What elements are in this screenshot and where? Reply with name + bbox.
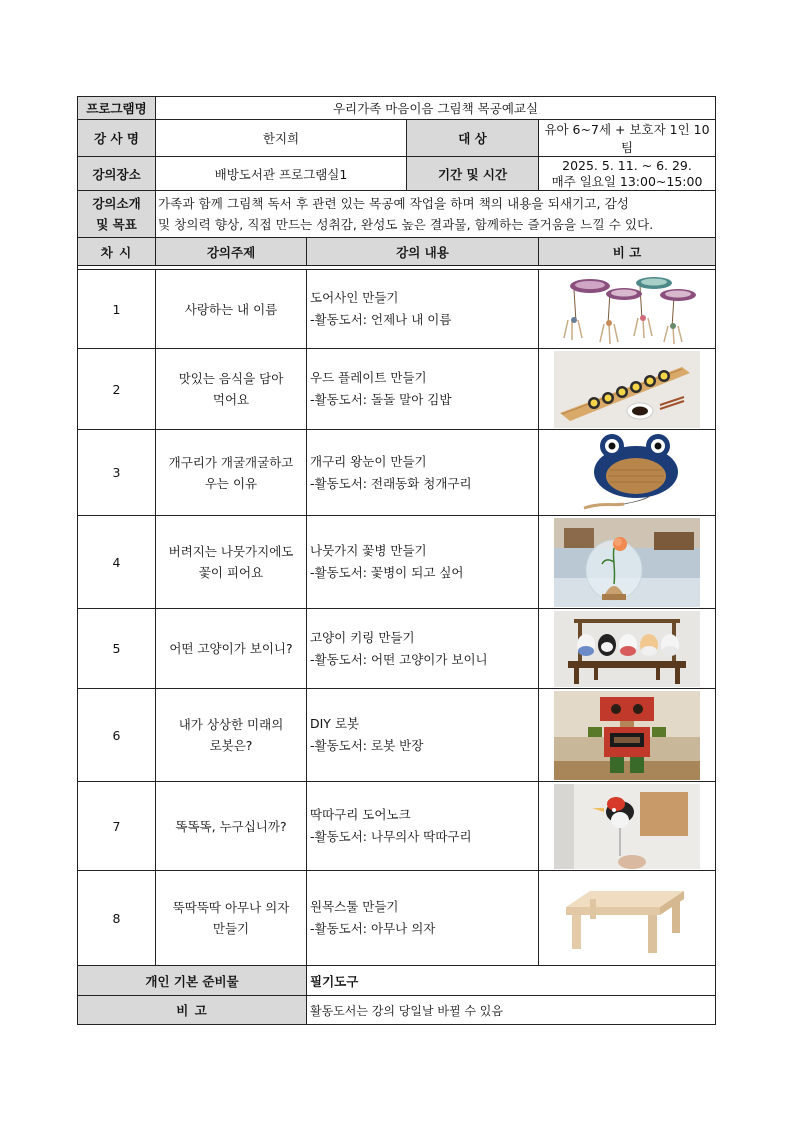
- intro-text: [156, 191, 716, 238]
- program-name-value: 우리가족 마음이음 그림책 목공예교실: [156, 97, 716, 120]
- col-note-header: 비 고: [539, 238, 716, 266]
- period-time: 매주 일요일 13:00~15:00: [551, 173, 703, 189]
- topic-line: 로봇은?: [209, 738, 253, 753]
- session-photo-cell: [539, 349, 716, 430]
- period-dates: 2025. 5. 11. ~ 6. 29.: [562, 157, 692, 173]
- session-content: [307, 516, 539, 609]
- col-content-header: 강의 내용: [307, 238, 539, 266]
- topic-line: 어떤 고양이가 보이니?: [169, 641, 293, 656]
- session-content: [307, 270, 539, 349]
- topic-line: 내가 상상한 미래의: [178, 717, 284, 732]
- content-book: -활동도서: 전래동화 청개구리: [310, 475, 472, 491]
- period-value: [539, 157, 716, 191]
- session-topic: [156, 430, 307, 516]
- session-number: 6: [78, 689, 156, 782]
- session-topic: [156, 871, 307, 966]
- content-book: -활동도서: 나무의사 딱따구리: [310, 829, 472, 844]
- session-number: 2: [78, 349, 156, 430]
- session-number: 5: [78, 609, 156, 689]
- session-photo-cell: [539, 430, 716, 516]
- supplies-row: [78, 966, 716, 996]
- instructor-value: 한지희: [156, 120, 407, 157]
- session-topic: [156, 349, 307, 430]
- content-book: -활동도서: 언제나 내 이름: [310, 312, 452, 327]
- session-row: [78, 270, 716, 349]
- content-title: 개구리 왕눈이 만들기: [310, 453, 427, 469]
- content-title: 딱따구리 도어노크: [310, 807, 411, 822]
- topic-line: 만들기: [212, 921, 250, 936]
- session-row: [78, 430, 716, 516]
- session-row: [78, 782, 716, 871]
- instructor-row: [78, 120, 716, 157]
- content-title: 나뭇가지 꽃병 만들기: [310, 543, 427, 558]
- note-row: [78, 996, 716, 1025]
- session-row: [78, 516, 716, 609]
- content-title: 도어사인 만들기: [310, 290, 399, 305]
- branch-vase-photo: [554, 518, 700, 607]
- session-topic: [156, 516, 307, 609]
- topic-line: 개구리가 개굴개굴하고: [168, 454, 294, 470]
- session-number: 7: [78, 782, 156, 871]
- session-content: [307, 689, 539, 782]
- target-label: 대 상: [407, 120, 539, 157]
- session-topic: [156, 270, 307, 349]
- session-number: 8: [78, 871, 156, 966]
- topic-line: 맛있는 음식을 담아: [178, 371, 284, 386]
- session-number: 1: [78, 270, 156, 349]
- session-photo-cell: [539, 689, 716, 782]
- period-label: 기간 및 시간: [407, 157, 539, 191]
- target-value: 유아 6~7세 + 보호자 1인 10팀: [539, 120, 716, 157]
- supplies-label: 개인 기본 준비물: [78, 966, 307, 996]
- col-topic-header: 강의주제: [156, 238, 307, 266]
- wood-stool-photo: [554, 873, 700, 964]
- session-number: 4: [78, 516, 156, 609]
- column-header-row: [78, 238, 716, 266]
- intro-label-line1: 강의소개: [92, 196, 141, 211]
- topic-line: 우는 이유: [204, 475, 258, 491]
- topic-line: 똑똑똑, 누구십니까?: [175, 818, 287, 834]
- content-title: 우드 플레이트 만들기: [310, 370, 427, 385]
- intro-row: [78, 191, 716, 238]
- intro-label-line2: 및 목표: [96, 217, 137, 232]
- session-photo-cell: [539, 516, 716, 609]
- topic-line: 먹어요: [212, 392, 250, 407]
- session-photo-cell: [539, 609, 716, 689]
- session-topic: [156, 782, 307, 871]
- session-row: [78, 609, 716, 689]
- intro-line1: 가족과 함께 그림책 독서 후 관련 있는 목공예 작업을 하며 책의 내용을 되새기고, 감성: [158, 196, 629, 211]
- name-door-sign-photo: [554, 272, 700, 346]
- content-title: 고양이 키링 만들기: [310, 629, 415, 645]
- session-content: [307, 349, 539, 430]
- session-topic: [156, 609, 307, 689]
- session-content: [307, 871, 539, 966]
- content-book: -활동도서: 꽃병이 되고 싶어: [310, 565, 464, 580]
- wood-plate-kimbap-photo: [554, 351, 700, 428]
- topic-line: 버려지는 나뭇가지에도: [168, 544, 294, 559]
- session-content: [307, 609, 539, 689]
- supplies-value: 필기도구: [307, 966, 716, 996]
- intro-line2: 및 창의력 향상, 직접 만드는 성취감, 완성도 높은 결과물, 함께하는 즐거움을 느낄 수 있다.: [158, 217, 654, 232]
- program-name-label: 프로그램명: [78, 97, 156, 120]
- session-topic: [156, 689, 307, 782]
- topic-line: 꽃이 피어요: [198, 565, 264, 580]
- frog-craft-photo: [554, 432, 700, 514]
- wooden-robot-photo: [554, 691, 700, 780]
- woodpecker-knocker-photo: [554, 784, 700, 869]
- content-book: -활동도서: 로봇 반장: [310, 738, 424, 753]
- session-row: [78, 349, 716, 430]
- session-photo-cell: [539, 871, 716, 966]
- content-title: DIY 로봇: [310, 716, 360, 731]
- note-label: 비 고: [78, 996, 307, 1025]
- content-title: 원목스툴 만들기: [310, 899, 399, 914]
- place-label: 강의장소: [78, 157, 156, 191]
- session-row: [78, 689, 716, 782]
- session-content: [307, 430, 539, 516]
- topic-line: 뚝딱뚝딱 아무나 의자: [172, 900, 290, 915]
- program-schedule-table: [77, 96, 716, 1025]
- intro-label: [78, 191, 156, 238]
- place-value: 배방도서관 프로그램실1: [156, 157, 407, 191]
- cat-keyring-photo: [554, 611, 700, 687]
- session-number: 3: [78, 430, 156, 516]
- content-book: -활동도서: 돌돌 말아 김밥: [310, 392, 452, 407]
- instructor-label: 강 사 명: [78, 120, 156, 157]
- content-book: -활동도서: 어떤 고양이가 보이니: [310, 651, 488, 667]
- note-value: 활동도서는 강의 당일날 바뀔 수 있음: [307, 996, 716, 1025]
- topic-line: 사랑하는 내 이름: [184, 301, 278, 317]
- session-row: [78, 871, 716, 966]
- session-content: [307, 782, 539, 871]
- col-session-header: 차 시: [78, 238, 156, 266]
- session-photo-cell: [539, 270, 716, 349]
- session-photo-cell: [539, 782, 716, 871]
- program-name-row: [78, 97, 716, 120]
- content-book: -활동도서: 아무나 의자: [310, 921, 436, 936]
- place-period-row: [78, 157, 716, 191]
